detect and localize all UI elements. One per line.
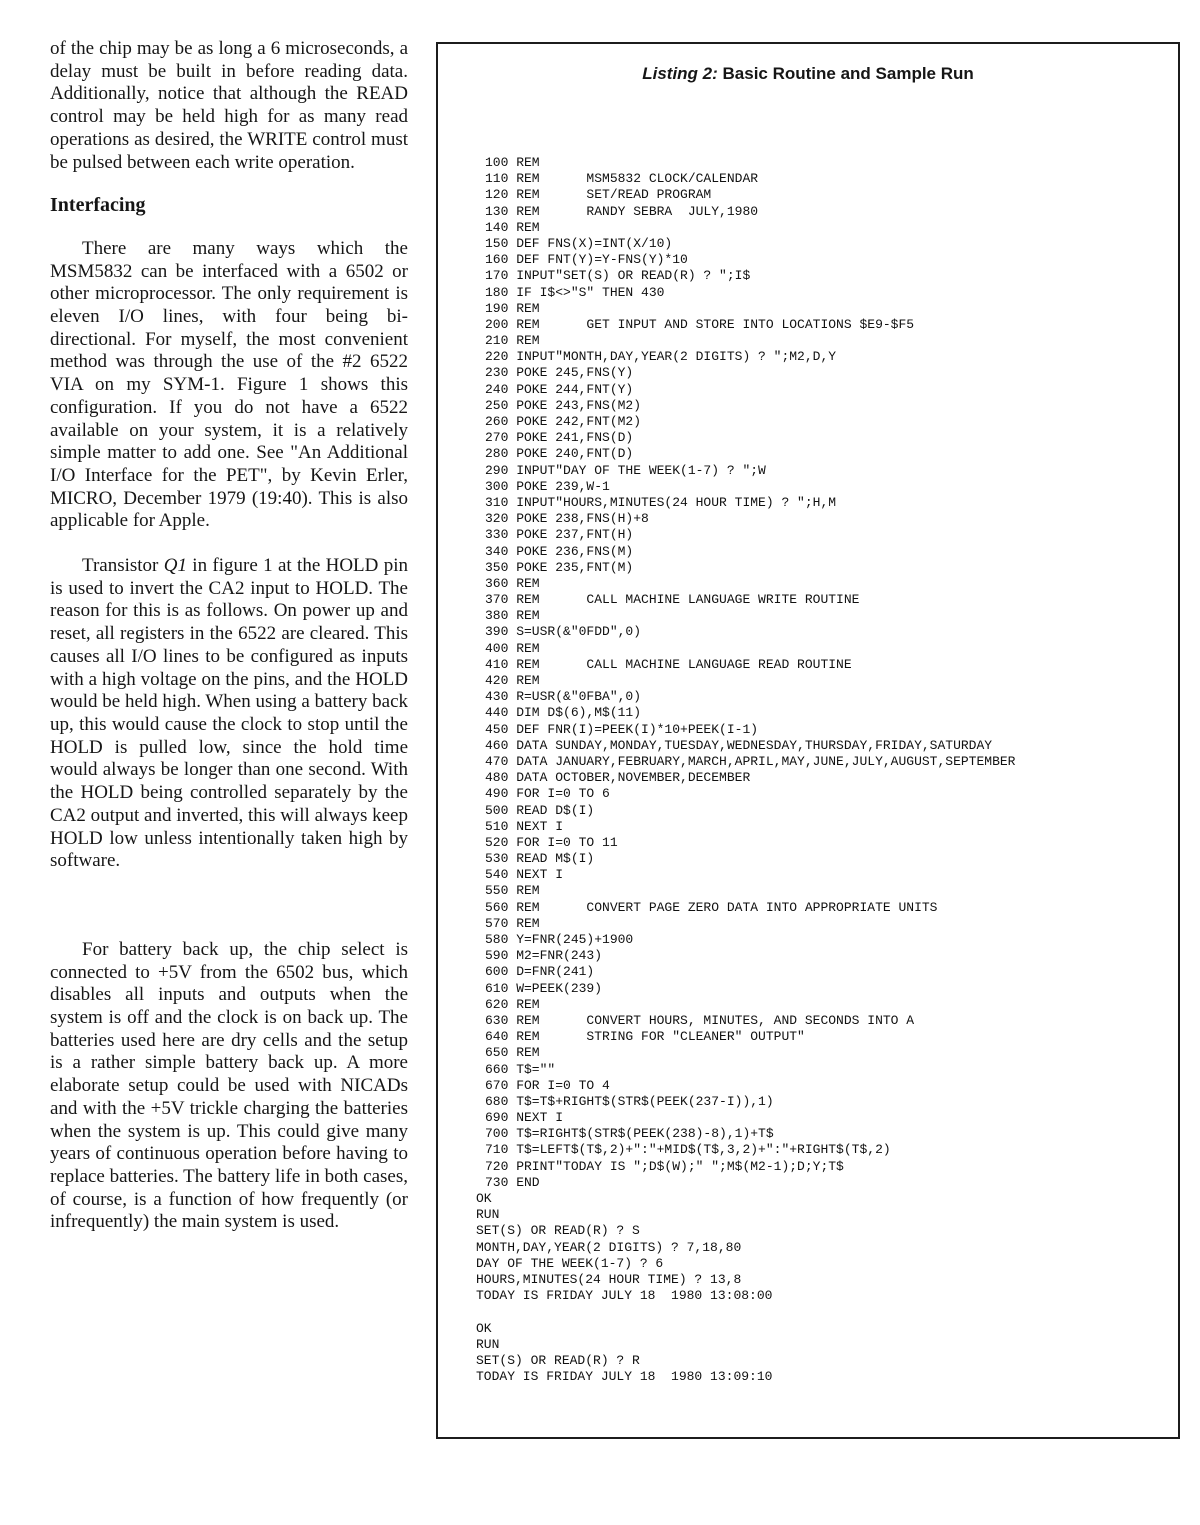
code-line: 260 POKE 242,FNT(M2) (485, 414, 642, 429)
code-line: 670 FOR I=0 TO 4 (485, 1077, 610, 1093)
code-line: 240 POKE 244,FNT(Y) (485, 381, 634, 397)
code-line: 100 REM (485, 155, 540, 170)
listing-title-text: Basic Routine and Sample Run (717, 64, 974, 83)
code-line: 560 REM CONVERT PAGE ZERO DATA INTO APPROPRIATE UNITS (485, 899, 938, 915)
code-line: 380 REM (485, 608, 540, 624)
code-line: 390 S=USR(&"0FDD",0) (485, 624, 642, 640)
code-line: 170 INPUT"SET(S) OR READ(R) ? ";I$ (485, 268, 751, 284)
transistor-text-b: in figure 1 at the HOLD pin is used to invert the CA2 input to HOLD. The reason for this is as follows. On power up and reset, all registers in the 6522 are cleared. This causes all I/O lines to be configured as inputs with a high voltage on the pins, and the HOLD would be held high. When using a battery back up, this would cause the clock to stop until the HOLD is pulled low, since the hold time would always be longer than one second. With the HOLD being controlled separately by the CA2 output and inverted, this will always keep HOLD low unless intentionally taken high by software. (50, 555, 408, 872)
transistor-text-a: Transistor (82, 555, 164, 577)
run-output-line: SET(S) OR READ(R) ? R (476, 1352, 640, 1368)
code-line: 660 T$="" (485, 1061, 556, 1077)
code-line: 690 NEXT I (485, 1110, 564, 1126)
code-line: 230 POKE 245,FNS(Y) (485, 365, 634, 381)
run-output-line: TODAY IS FRIDAY JULY 18 1980 13:09:10 (476, 1369, 773, 1385)
run-output-line: SET(S) OR READ(R) ? S (476, 1223, 640, 1239)
code-line: 300 POKE 239,W-1 (485, 478, 610, 494)
paragraph-interfacing: There are many ways which the MSM5832 can be interfaced with a 6502 or other microprocessor. The only requirement is eleven I/O lines, with four being bi-directional. For myself, the most convenient method was through the use of the #2 6522 VIA on my SYM-1. Figure 1 shows this configuration. If you do not have a 6522 available on your system, it is a relatively simple matter to add one. See "An Additional I/O Interface for the PET", by Kevin Erler, MICRO, December 1979 (19:40). This is also applicable for Apple. (50, 237, 408, 532)
run-output-line: RUN (476, 1207, 500, 1223)
code-listing (476, 155, 1016, 1385)
code-line: 420 REM (485, 673, 540, 688)
code-line: 350 POKE 235,FNT(M) (485, 559, 634, 575)
code-line: 580 Y=FNR(245)+1900 (485, 932, 634, 947)
paragraph-transistor (50, 555, 408, 873)
code-line: 200 REM GET INPUT AND STORE INTO LOCATIONS $E9-$F5 (485, 316, 915, 332)
code-line: 320 POKE 238,FNS(H)+8 (485, 511, 649, 527)
code-line: 250 POKE 243,FNS(M2) (485, 397, 642, 413)
run-output-line: OK (476, 1191, 492, 1206)
transistor-q1-label: Q1 (163, 555, 187, 577)
code-line: 730 END (485, 1174, 540, 1190)
code-line: 440 DIM D$(6),M$(11) (485, 705, 642, 721)
code-line: 220 INPUT"MONTH,DAY,YEAR(2 DIGITS) ? ";M2,D,Y (485, 349, 837, 365)
code-line: 480 DATA OCTOBER,NOVEMBER,DECEMBER (485, 770, 751, 786)
paragraph-intro: of the chip may be as long a 6 microseconds, a delay must be built in before reading data. Additionally, notice that although the READ control may be held high for as many read operations as desired, the WRITE control must be pulsed between each write operation. (50, 38, 408, 173)
code-line: 710 T$=LEFT$(T$,2)+":"+MID$(T$,3,2)+":"+RIGHT$(T$,2) (485, 1142, 891, 1158)
code-line: 400 REM (485, 640, 540, 656)
code-line: 460 DATA SUNDAY,MONDAY,TUESDAY,WEDNESDAY,THURSDAY,FRIDAY,SATURDAY (485, 737, 993, 753)
code-line: 120 REM SET/READ PROGRAM (485, 187, 712, 203)
code-line: 270 POKE 241,FNS(D) (485, 430, 634, 446)
code-line: 610 W=PEEK(239) (485, 980, 603, 996)
code-line: 180 IF I$<>"S" THEN 430 (485, 284, 665, 300)
code-line: 520 FOR I=0 TO 11 (485, 834, 618, 850)
run-output-line: DAY OF THE WEEK(1-7) ? 6 (476, 1255, 664, 1271)
code-line: 210 REM (485, 333, 540, 349)
article-column (50, 38, 408, 1234)
listing-title-number: Listing 2: (642, 64, 718, 83)
code-line: 140 REM (485, 219, 540, 235)
run-output-line: OK (476, 1320, 492, 1336)
code-line: 550 REM (485, 883, 540, 899)
paragraph-battery: For battery back up, the chip select is connected to +5V from the 6502 bus, which disables all inputs and outputs when the system is off and the clock is on back up. The batteries used here are dry cells and the setup is a rather simple battery back up. A more elaborate setup could be used with NICADs and with the +5V trickle charging the batteries when the system is up. This could give many years of continuous operation before having to replace batteries. The battery life in both cases, of course, is a function of how frequently (or infrequently) the main system is used. (50, 938, 408, 1233)
code-line: 600 D=FNR(241) (485, 964, 595, 980)
listing-title (438, 64, 1178, 84)
code-line: 190 REM (485, 300, 540, 316)
code-line: 280 POKE 240,FNT(D) (485, 446, 634, 462)
code-line: 570 REM (485, 915, 540, 931)
code-line: 430 R=USR(&"0FBA",0) (485, 689, 642, 705)
code-line: 510 NEXT I (485, 818, 564, 834)
code-line: 160 DEF FNT(Y)=Y-FNS(Y)*10 (485, 252, 688, 268)
run-output-line (476, 1304, 1016, 1320)
code-line: 470 DATA JANUARY,FEBRUARY,MARCH,APRIL,MAY,JUNE,JULY,AUGUST,SEPTEMBER (485, 753, 1016, 769)
code-line: 310 INPUT"HOURS,MINUTES(24 HOUR TIME) ? ";H,M (485, 494, 837, 510)
run-output-line: MONTH,DAY,YEAR(2 DIGITS) ? 7,18,80 (476, 1239, 742, 1255)
code-line: 450 DEF FNR(I)=PEEK(I)*10+PEEK(I-1) (485, 721, 759, 737)
code-line: 640 REM STRING FOR "CLEANER" OUTPUT" (485, 1029, 805, 1045)
code-line: 530 READ M$(I) (485, 851, 595, 867)
code-line: 590 M2=FNR(243) (485, 948, 603, 964)
code-line: 500 READ D$(I) (485, 802, 595, 818)
run-output-line: RUN (476, 1336, 500, 1352)
section-heading-interfacing: Interfacing (50, 194, 146, 217)
code-line: 360 REM (485, 575, 540, 591)
run-output-line: HOURS,MINUTES(24 HOUR TIME) ? 13,8 (476, 1271, 742, 1287)
code-line: 630 REM CONVERT HOURS, MINUTES, AND SECONDS INTO A (485, 1012, 915, 1028)
code-line: 650 REM (485, 1045, 540, 1061)
code-line: 720 PRINT"TODAY IS ";D$(W);" ";M$(M2-1);D;Y;T$ (485, 1158, 844, 1174)
code-line: 410 REM CALL MACHINE LANGUAGE READ ROUTINE (485, 656, 852, 672)
listing-box (436, 42, 1180, 1439)
code-line: 340 POKE 236,FNS(M) (485, 543, 634, 559)
code-line: 490 FOR I=0 TO 6 (485, 786, 610, 802)
code-line: 110 REM MSM5832 CLOCK/CALENDAR (485, 171, 759, 187)
code-line: 290 INPUT"DAY OF THE WEEK(1-7) ? ";W (485, 462, 766, 478)
code-line: 620 REM (485, 996, 540, 1012)
code-line: 680 T$=T$+RIGHT$(STR$(PEEK(237-I)),1) (485, 1093, 774, 1109)
code-line: 130 REM RANDY SEBRA JULY,1980 (485, 203, 759, 219)
code-line: 540 NEXT I (485, 867, 564, 883)
run-output-line: TODAY IS FRIDAY JULY 18 1980 13:08:00 (476, 1288, 773, 1304)
code-line: 330 POKE 237,FNT(H) (485, 527, 634, 543)
code-line: 700 T$=RIGHT$(STR$(PEEK(238)-8),1)+T$ (485, 1126, 774, 1142)
code-line: 150 DEF FNS(X)=INT(X/10) (485, 235, 673, 251)
code-line: 370 REM CALL MACHINE LANGUAGE WRITE ROUTINE (485, 592, 860, 608)
